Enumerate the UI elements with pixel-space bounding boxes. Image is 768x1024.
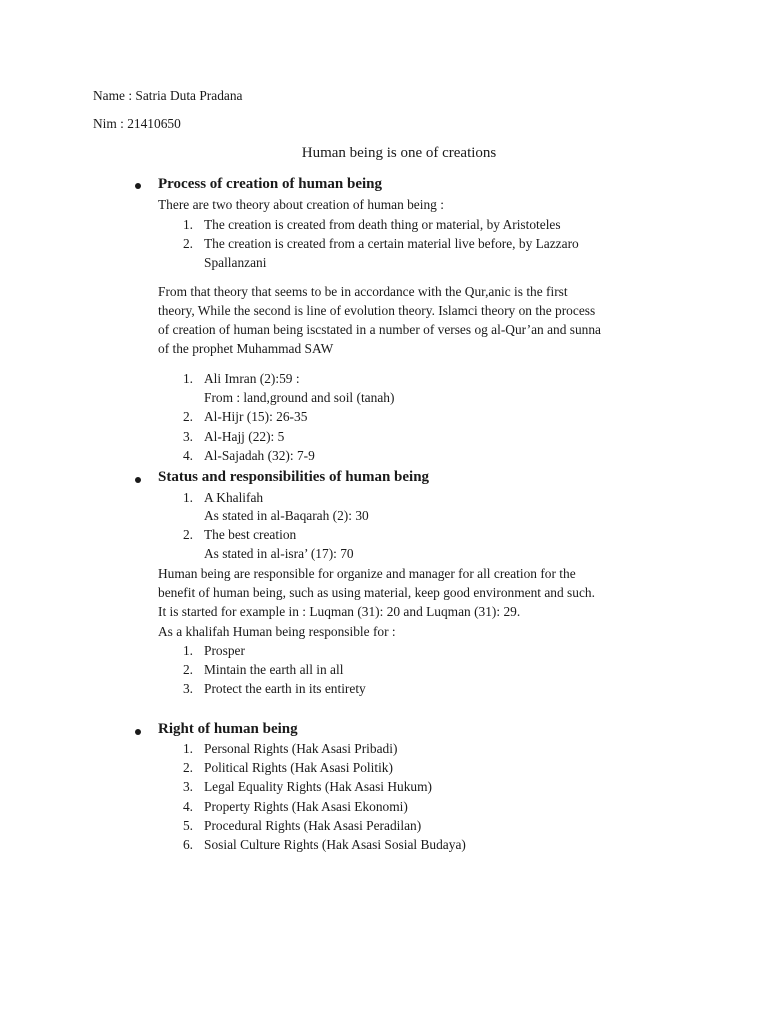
list-number: 2.	[182, 760, 193, 775]
bullet-icon	[135, 477, 141, 483]
paragraph-line: of the prophet Muhammad SAW	[158, 341, 334, 356]
list-item-continuation: From : land,ground and soil (tanah)	[204, 390, 395, 405]
list-item: Political Rights (Hak Asasi Politik)	[204, 760, 393, 775]
section-heading-creation: Process of creation of human being	[158, 176, 383, 192]
list-item: Al-Hajj (22): 5	[204, 429, 285, 444]
list-item: Al-Hijr (15): 26-35	[204, 409, 308, 424]
paragraph-line: of creation of human being iscstated in a number of verses og al-Qur’an and sunna	[158, 322, 601, 337]
list-item: A Khalifah	[204, 490, 264, 505]
section-heading-status: Status and responsibilities of human being	[158, 469, 430, 485]
list-item: Protect the earth in its entirety	[204, 681, 366, 696]
paragraph-line: It is started for example in : Luqman (31): 20 and Luqman (31): 29.	[158, 604, 521, 619]
list-item: Legal Equality Rights (Hak Asasi Hukum)	[204, 779, 432, 794]
list-number: 5.	[182, 818, 193, 833]
list-number: 3.	[182, 779, 193, 794]
bullet-icon	[135, 729, 141, 735]
list-item: Prosper	[204, 643, 245, 658]
paragraph-line: As a khalifah Human being responsible for :	[158, 624, 396, 639]
list-number: 1.	[182, 217, 193, 232]
page-title: Human being is one of creations	[301, 145, 497, 161]
list-item: Procedural Rights (Hak Asasi Peradilan)	[204, 818, 422, 833]
student-nim: Nim : 21410650	[93, 116, 181, 131]
list-number: 2.	[182, 662, 193, 677]
paragraph-line: Human being are responsible for organize and manager for all creation for the	[158, 566, 576, 581]
paragraph-line: benefit of human being, such as using material, keep good environment and such.	[158, 585, 595, 600]
list-item-continuation: Spallanzani	[204, 255, 267, 270]
list-item: Ali Imran (2):59 :	[204, 371, 300, 386]
list-item-continuation: As stated in al-isra’ (17): 70	[204, 546, 354, 561]
section-heading-rights: Right of human being	[158, 721, 298, 737]
list-number: 2.	[182, 409, 193, 424]
list-number: 1.	[182, 490, 193, 505]
list-number: 4.	[182, 448, 193, 463]
list-number: 1.	[182, 643, 193, 658]
section-intro: There are two theory about creation of human being :	[158, 197, 444, 212]
list-number: 1.	[182, 371, 193, 386]
list-item: Sosial Culture Rights (Hak Asasi Sosial Budaya)	[204, 837, 466, 852]
list-number: 3.	[182, 681, 193, 696]
list-number: 2.	[182, 527, 193, 542]
list-number: 1.	[182, 741, 193, 756]
list-number: 2.	[182, 236, 193, 251]
list-number: 3.	[182, 429, 193, 444]
list-item: Personal Rights (Hak Asasi Pribadi)	[204, 741, 398, 756]
list-item: Property Rights (Hak Asasi Ekonomi)	[204, 799, 408, 814]
list-number: 4.	[182, 799, 193, 814]
list-number: 6.	[182, 837, 193, 852]
list-item: The creation is created from a certain material live before, by Lazzaro	[204, 236, 579, 251]
list-item: Mintain the earth all in all	[204, 662, 344, 677]
student-name: Name : Satria Duta Pradana	[93, 88, 243, 103]
paragraph-line: theory, While the second is line of evolution theory. Islamci theory on the process	[158, 303, 596, 318]
bullet-icon	[135, 183, 141, 189]
list-item: Al-Sajadah (32): 7-9	[204, 448, 315, 463]
paragraph-line: From that theory that seems to be in accordance with the Qur,anic is the first	[158, 284, 568, 299]
list-item: The creation is created from death thing or material, by Aristoteles	[204, 217, 561, 232]
list-item-continuation: As stated in al-Baqarah (2): 30	[204, 508, 369, 523]
list-item: The best creation	[204, 527, 297, 542]
